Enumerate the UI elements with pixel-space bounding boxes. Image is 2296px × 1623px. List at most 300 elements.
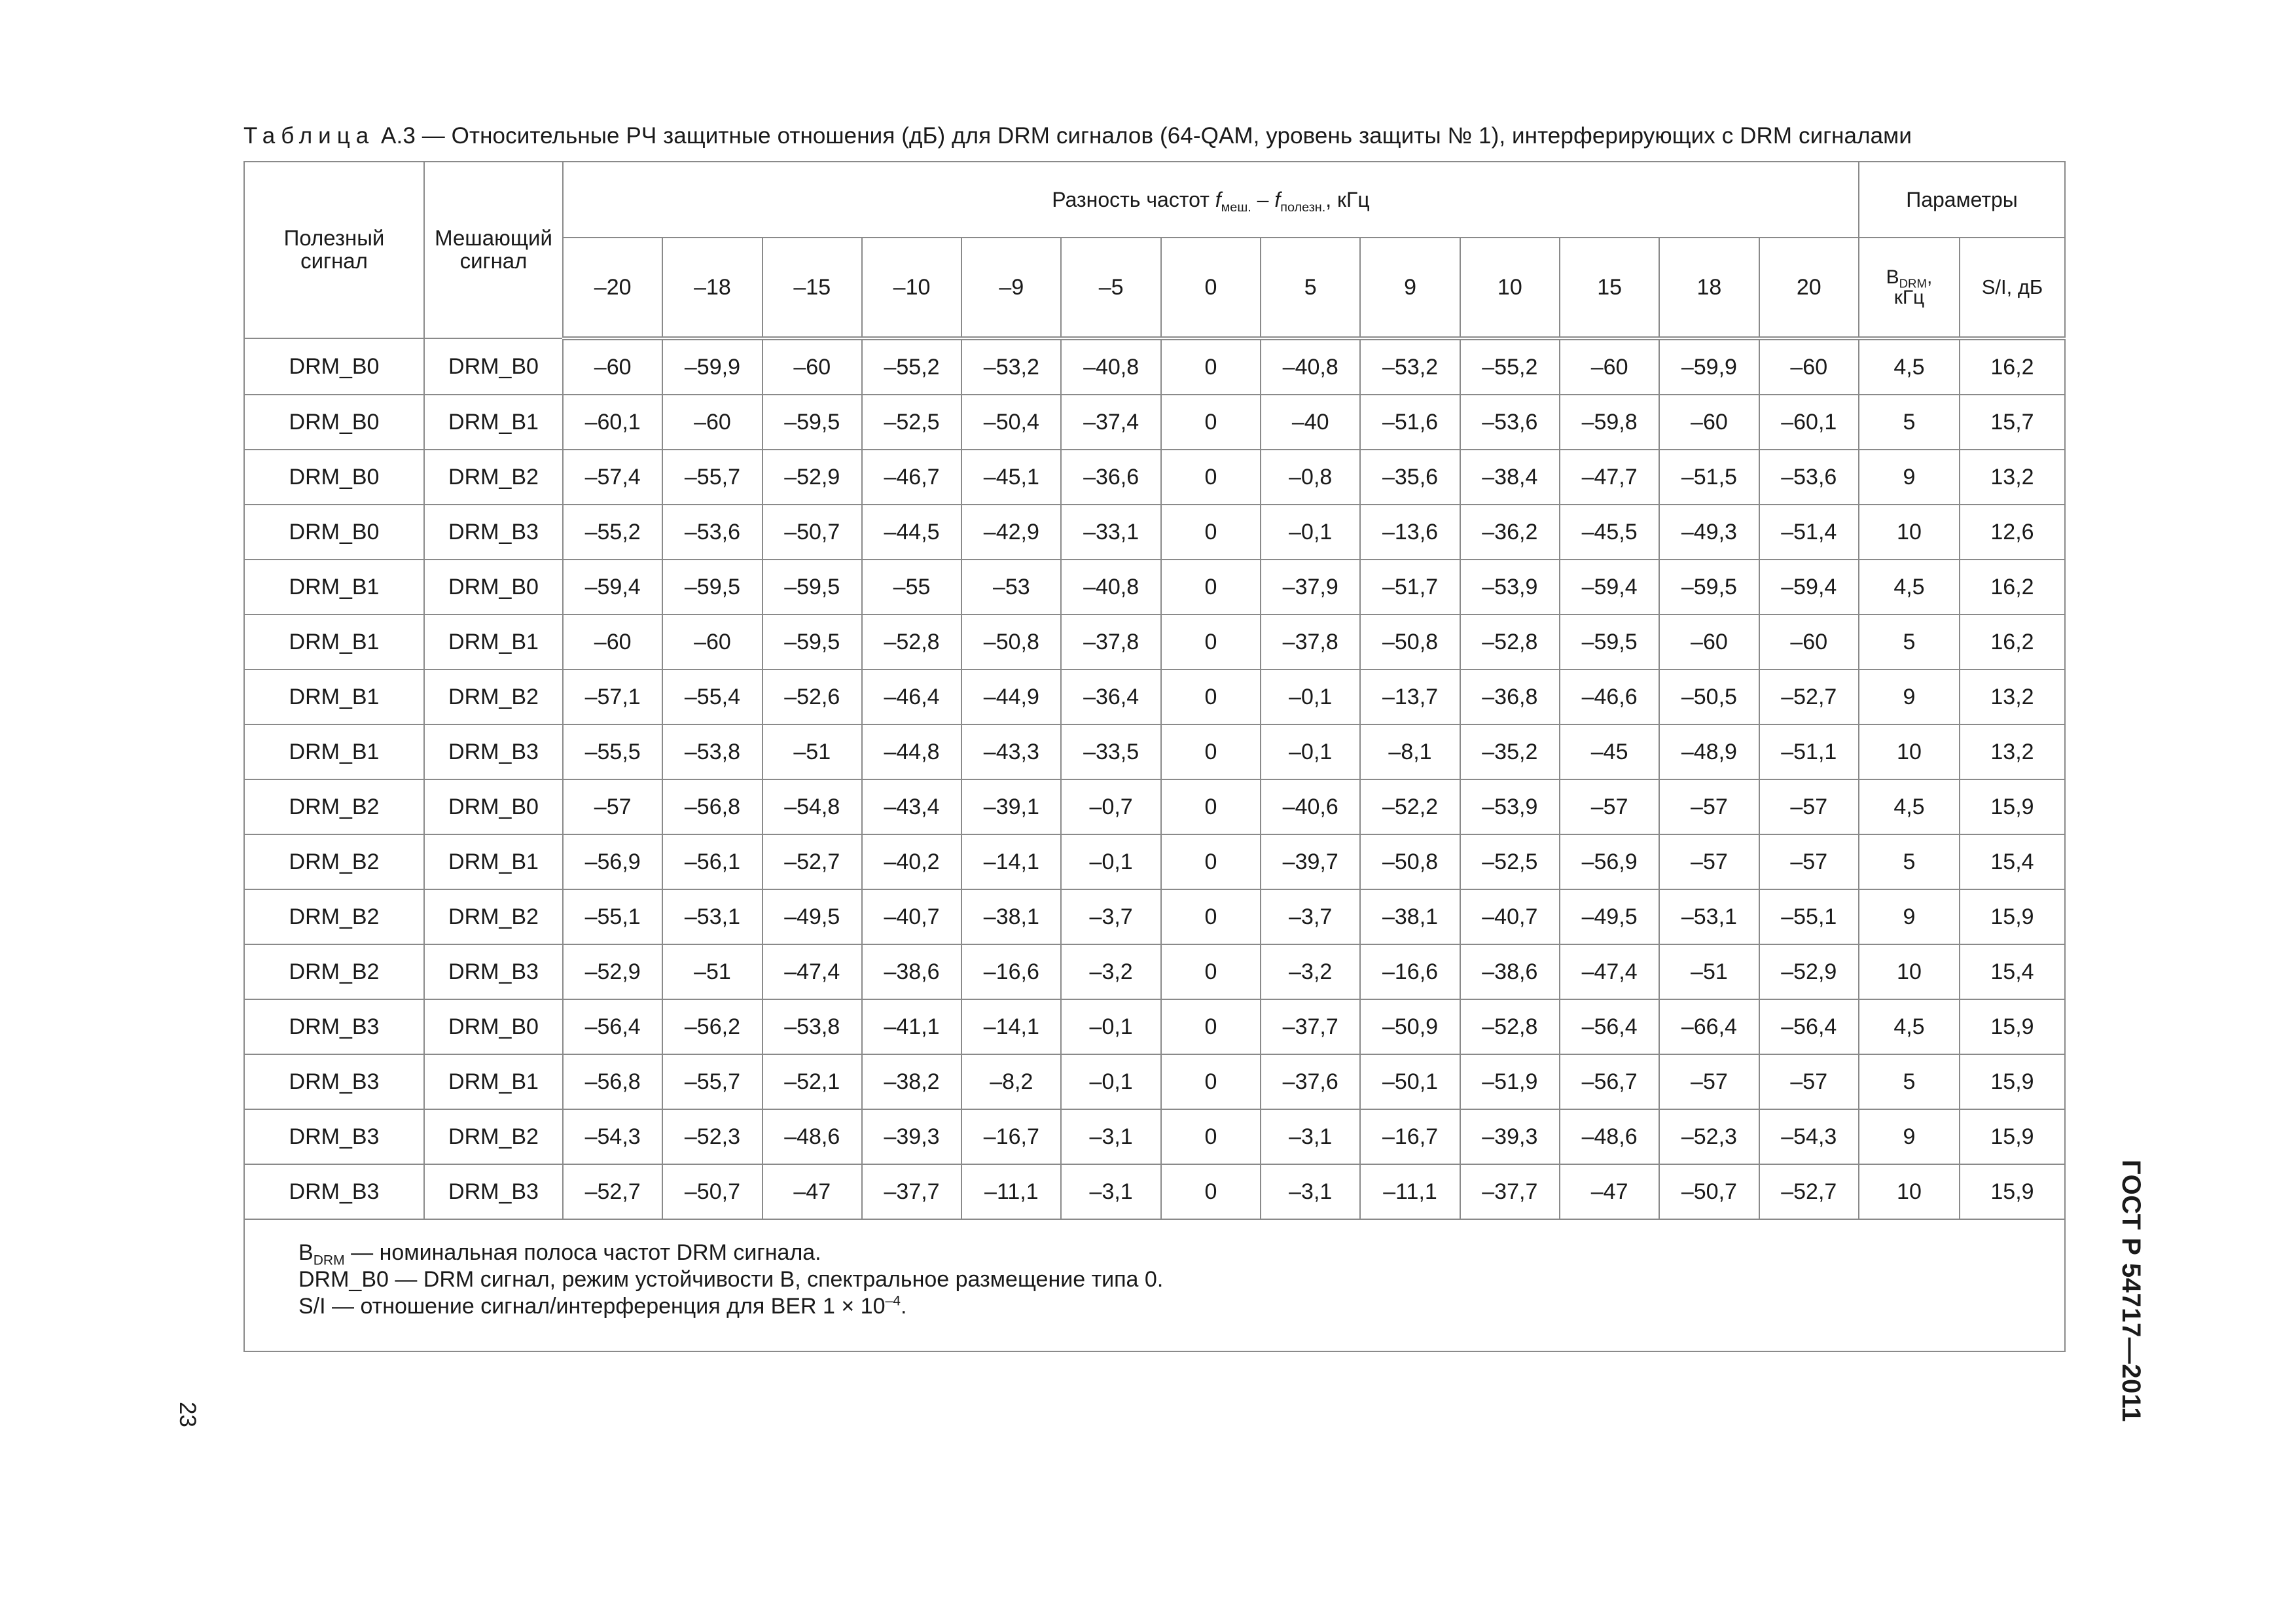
- cell-protection-ratio: –52,7: [1759, 1164, 1859, 1219]
- cell-protection-ratio: –53,1: [662, 889, 762, 944]
- cell-protection-ratio: –43,3: [961, 724, 1061, 779]
- cell-si: 15,9: [1960, 889, 2065, 944]
- cell-protection-ratio: –3,1: [1261, 1109, 1360, 1164]
- cell-protection-ratio: –56,1: [662, 834, 762, 889]
- cell-protection-ratio: –13,6: [1360, 505, 1460, 560]
- col-wanted-label-2: сигнал: [300, 249, 368, 273]
- cell-protection-ratio: –55,5: [563, 724, 662, 779]
- table-row: [244, 615, 2065, 669]
- params-group-header: Параметры: [1859, 162, 2065, 238]
- freq-offset-header: –5: [1061, 238, 1160, 338]
- note-drm-b0: DRM_B0 — DRM сигнал, режим устойчивости B, спектральное размещение типа 0.: [298, 1266, 1164, 1292]
- freq-offset-header: –15: [762, 238, 862, 338]
- cell-protection-ratio: –59,5: [762, 395, 862, 450]
- cell-protection-ratio: –59,4: [1560, 560, 1659, 615]
- cell-bdrm: 5: [1859, 834, 1960, 889]
- cell-protection-ratio: –16,6: [1360, 944, 1460, 999]
- cell-protection-ratio: –59,8: [1560, 395, 1659, 450]
- cell-protection-ratio: –49,5: [1560, 889, 1659, 944]
- cell-protection-ratio: –11,1: [961, 1164, 1061, 1219]
- cell-protection-ratio: –55,7: [662, 1054, 762, 1109]
- cell-bdrm: 10: [1859, 944, 1960, 999]
- cell-si: 15,4: [1960, 834, 2065, 889]
- cell-wanted-signal: DRM_B1: [244, 669, 424, 724]
- cell-protection-ratio: –0,1: [1261, 505, 1360, 560]
- cell-interfering-signal: DRM_B2: [424, 669, 563, 724]
- cell-protection-ratio: –52,2: [1360, 779, 1460, 834]
- cell-wanted-signal: DRM_B0: [244, 338, 424, 395]
- cell-protection-ratio: –60: [563, 615, 662, 669]
- cell-protection-ratio: –45,5: [1560, 505, 1659, 560]
- cell-protection-ratio: 0: [1161, 999, 1261, 1054]
- cell-protection-ratio: –40,7: [862, 889, 961, 944]
- cell-protection-ratio: –16,7: [1360, 1109, 1460, 1164]
- note-bdrm-sub: DRM: [313, 1253, 345, 1268]
- cell-protection-ratio: –60: [563, 338, 662, 395]
- cell-protection-ratio: –50,1: [1360, 1054, 1460, 1109]
- freq-offset-header: 18: [1659, 238, 1759, 338]
- cell-protection-ratio: –55,2: [862, 338, 961, 395]
- freq-offset-header: 9: [1360, 238, 1460, 338]
- cell-protection-ratio: –60: [662, 395, 762, 450]
- bdrm-comma: ,: [1926, 266, 1933, 288]
- cell-protection-ratio: –56,9: [563, 834, 662, 889]
- cell-interfering-signal: DRM_B3: [424, 1164, 563, 1219]
- cell-interfering-signal: DRM_B2: [424, 889, 563, 944]
- cell-protection-ratio: –52,5: [1460, 834, 1560, 889]
- cell-protection-ratio: –36,4: [1061, 669, 1160, 724]
- cell-bdrm: 4,5: [1859, 779, 1960, 834]
- cell-protection-ratio: –46,7: [862, 450, 961, 505]
- cell-protection-ratio: –40,2: [862, 834, 961, 889]
- cell-wanted-signal: DRM_B0: [244, 395, 424, 450]
- cell-protection-ratio: 0: [1161, 338, 1261, 395]
- cell-protection-ratio: –48,9: [1659, 724, 1759, 779]
- cell-protection-ratio: –51: [762, 724, 862, 779]
- cell-protection-ratio: –52,7: [563, 1164, 662, 1219]
- cell-protection-ratio: –44,8: [862, 724, 961, 779]
- cell-protection-ratio: –56,4: [1759, 999, 1859, 1054]
- cell-protection-ratio: –41,1: [862, 999, 961, 1054]
- cell-protection-ratio: –59,5: [1659, 560, 1759, 615]
- cell-protection-ratio: –59,5: [762, 615, 862, 669]
- bdrm-header: [1859, 238, 1960, 338]
- cell-protection-ratio: –40,6: [1261, 779, 1360, 834]
- cell-protection-ratio: –3,7: [1061, 889, 1160, 944]
- cell-interfering-signal: DRM_B0: [424, 779, 563, 834]
- cell-protection-ratio: –52,1: [762, 1054, 862, 1109]
- cell-protection-ratio: –50,7: [662, 1164, 762, 1219]
- cell-interfering-signal: DRM_B2: [424, 450, 563, 505]
- cell-protection-ratio: –60: [662, 615, 762, 669]
- col-wanted-header: [244, 162, 424, 338]
- cell-protection-ratio: –0,1: [1261, 669, 1360, 724]
- cell-protection-ratio: –60: [1759, 615, 1859, 669]
- cell-protection-ratio: –51,7: [1360, 560, 1460, 615]
- cell-wanted-signal: DRM_B1: [244, 615, 424, 669]
- cell-protection-ratio: –0,1: [1061, 834, 1160, 889]
- cell-protection-ratio: –39,3: [862, 1109, 961, 1164]
- cell-protection-ratio: –38,1: [1360, 889, 1460, 944]
- cell-protection-ratio: –57: [1659, 834, 1759, 889]
- cell-protection-ratio: –55,1: [563, 889, 662, 944]
- cell-protection-ratio: –40,8: [1061, 560, 1160, 615]
- cell-protection-ratio: –55: [862, 560, 961, 615]
- cell-protection-ratio: –39,7: [1261, 834, 1360, 889]
- cell-protection-ratio: –3,1: [1061, 1109, 1160, 1164]
- cell-protection-ratio: –38,1: [961, 889, 1061, 944]
- cell-protection-ratio: –55,2: [563, 505, 662, 560]
- cell-protection-ratio: –55,1: [1759, 889, 1859, 944]
- cell-bdrm: 9: [1859, 1109, 1960, 1164]
- cell-bdrm: 9: [1859, 450, 1960, 505]
- bdrm-sub: DRM: [1899, 276, 1927, 290]
- cell-protection-ratio: –35,6: [1360, 450, 1460, 505]
- cell-protection-ratio: –57: [1759, 1054, 1859, 1109]
- cell-interfering-signal: DRM_B3: [424, 944, 563, 999]
- cell-protection-ratio: –35,2: [1460, 724, 1560, 779]
- cell-interfering-signal: DRM_B1: [424, 1054, 563, 1109]
- cell-protection-ratio: –53,8: [662, 724, 762, 779]
- cell-bdrm: 10: [1859, 505, 1960, 560]
- cell-protection-ratio: –46,4: [862, 669, 961, 724]
- cell-protection-ratio: –60,1: [1759, 395, 1859, 450]
- cell-protection-ratio: –45,1: [961, 450, 1061, 505]
- cell-protection-ratio: –54,3: [1759, 1109, 1859, 1164]
- note-si: [298, 1293, 2064, 1320]
- cell-protection-ratio: –59,5: [762, 560, 862, 615]
- cell-protection-ratio: –66,4: [1659, 999, 1759, 1054]
- cell-protection-ratio: –38,6: [1460, 944, 1560, 999]
- cell-protection-ratio: –37,4: [1061, 395, 1160, 450]
- cell-protection-ratio: –51,9: [1460, 1054, 1560, 1109]
- cell-protection-ratio: –53: [961, 560, 1061, 615]
- cell-protection-ratio: –3,7: [1261, 889, 1360, 944]
- cell-protection-ratio: –54,3: [563, 1109, 662, 1164]
- cell-protection-ratio: –60: [1759, 338, 1859, 395]
- cell-protection-ratio: –37,9: [1261, 560, 1360, 615]
- cell-protection-ratio: –52,9: [563, 944, 662, 999]
- cell-protection-ratio: –51: [1659, 944, 1759, 999]
- cell-wanted-signal: DRM_B1: [244, 560, 424, 615]
- cell-protection-ratio: 0: [1161, 505, 1261, 560]
- cell-protection-ratio: 0: [1161, 450, 1261, 505]
- cell-protection-ratio: 0: [1161, 1164, 1261, 1219]
- note-si-end: .: [900, 1293, 907, 1319]
- cell-protection-ratio: –47: [762, 1164, 862, 1219]
- cell-si: 15,4: [1960, 944, 2065, 999]
- cell-protection-ratio: 0: [1161, 779, 1261, 834]
- cell-wanted-signal: DRM_B2: [244, 834, 424, 889]
- cell-protection-ratio: –53,2: [961, 338, 1061, 395]
- cell-si: 16,2: [1960, 560, 2065, 615]
- cell-wanted-signal: DRM_B3: [244, 1109, 424, 1164]
- cell-bdrm: 5: [1859, 395, 1960, 450]
- freq-offset-header: –18: [662, 238, 762, 338]
- table-row: [244, 834, 2065, 889]
- cell-protection-ratio: –50,9: [1360, 999, 1460, 1054]
- cell-protection-ratio: –56,4: [1560, 999, 1659, 1054]
- cell-protection-ratio: –40: [1261, 395, 1360, 450]
- cell-protection-ratio: –60: [1560, 338, 1659, 395]
- cell-protection-ratio: –49,3: [1659, 505, 1759, 560]
- cell-protection-ratio: –11,1: [1360, 1164, 1460, 1219]
- cell-protection-ratio: –53,9: [1460, 560, 1560, 615]
- cell-protection-ratio: –57: [1659, 779, 1759, 834]
- cell-protection-ratio: –60: [1659, 395, 1759, 450]
- cell-si: 15,9: [1960, 999, 2065, 1054]
- cell-protection-ratio: –52,6: [762, 669, 862, 724]
- freq-offset-header: 15: [1560, 238, 1659, 338]
- cell-protection-ratio: –42,9: [961, 505, 1061, 560]
- cell-protection-ratio: –56,8: [563, 1054, 662, 1109]
- cell-si: 16,2: [1960, 338, 2065, 395]
- cell-protection-ratio: –52,7: [762, 834, 862, 889]
- cell-protection-ratio: –50,8: [961, 615, 1061, 669]
- cell-protection-ratio: –3,1: [1261, 1164, 1360, 1219]
- cell-protection-ratio: –56,8: [662, 779, 762, 834]
- cell-protection-ratio: –0,8: [1261, 450, 1360, 505]
- cell-protection-ratio: –59,4: [563, 560, 662, 615]
- cell-protection-ratio: –50,4: [961, 395, 1061, 450]
- cell-interfering-signal: DRM_B1: [424, 615, 563, 669]
- cell-protection-ratio: –47: [1560, 1164, 1659, 1219]
- cell-protection-ratio: –60,1: [563, 395, 662, 450]
- cell-protection-ratio: –53,9: [1460, 779, 1560, 834]
- cell-protection-ratio: –14,1: [961, 999, 1061, 1054]
- cell-bdrm: 4,5: [1859, 999, 1960, 1054]
- cell-protection-ratio: –52,9: [762, 450, 862, 505]
- cell-protection-ratio: –50,7: [762, 505, 862, 560]
- cell-protection-ratio: 0: [1161, 395, 1261, 450]
- bdrm-header-line-1: [1859, 267, 1959, 288]
- cell-wanted-signal: DRM_B3: [244, 1164, 424, 1219]
- document-id: ГОСТ Р 54717—2011: [2117, 1160, 2145, 1422]
- cell-protection-ratio: –59,5: [1560, 615, 1659, 669]
- cell-interfering-signal: DRM_B1: [424, 395, 563, 450]
- cell-interfering-signal: DRM_B2: [424, 1109, 563, 1164]
- cell-protection-ratio: –16,7: [961, 1109, 1061, 1164]
- cell-protection-ratio: –40,8: [1261, 338, 1360, 395]
- cell-protection-ratio: –52,8: [1460, 615, 1560, 669]
- cell-protection-ratio: –49,5: [762, 889, 862, 944]
- cell-protection-ratio: –57: [1759, 779, 1859, 834]
- cell-protection-ratio: –50,5: [1659, 669, 1759, 724]
- table-row: [244, 669, 2065, 724]
- cell-interfering-signal: DRM_B0: [424, 999, 563, 1054]
- cell-si: 13,2: [1960, 724, 2065, 779]
- cell-protection-ratio: –0,1: [1061, 1054, 1160, 1109]
- table-row: [244, 1054, 2065, 1109]
- table-row: [244, 338, 2065, 395]
- cell-protection-ratio: –48,6: [1560, 1109, 1659, 1164]
- cell-protection-ratio: 0: [1161, 889, 1261, 944]
- freq-f1-sub: меш.: [1221, 200, 1251, 215]
- cell-protection-ratio: –52,3: [1659, 1109, 1759, 1164]
- cell-bdrm: 4,5: [1859, 338, 1960, 395]
- cell-protection-ratio: –50,7: [1659, 1164, 1759, 1219]
- cell-protection-ratio: –52,8: [1460, 999, 1560, 1054]
- cell-protection-ratio: –37,8: [1061, 615, 1160, 669]
- table-row: [244, 944, 2065, 999]
- cell-protection-ratio: –59,5: [662, 560, 762, 615]
- note-si-text: S/I — отношение сигнал/интерференция для BER 1 × 10: [298, 1293, 886, 1319]
- cell-protection-ratio: –47,4: [1560, 944, 1659, 999]
- protection-ratio-table: [243, 161, 2066, 1352]
- cell-protection-ratio: –52,9: [1759, 944, 1859, 999]
- cell-protection-ratio: –0,1: [1061, 999, 1160, 1054]
- freq-offset-header: 20: [1759, 238, 1859, 338]
- cell-interfering-signal: DRM_B3: [424, 505, 563, 560]
- freq-minus: –: [1251, 187, 1275, 211]
- cell-interfering-signal: DRM_B3: [424, 724, 563, 779]
- cell-protection-ratio: –44,5: [862, 505, 961, 560]
- cell-protection-ratio: –46,6: [1560, 669, 1659, 724]
- cell-protection-ratio: –43,4: [862, 779, 961, 834]
- cell-interfering-signal: DRM_B0: [424, 338, 563, 395]
- cell-protection-ratio: –40,8: [1061, 338, 1160, 395]
- freq-offset-header: 10: [1460, 238, 1560, 338]
- col-wanted-label-1: Полезный: [283, 226, 385, 251]
- cell-protection-ratio: –54,8: [762, 779, 862, 834]
- cell-protection-ratio: –57: [1759, 834, 1859, 889]
- table-row: [244, 1164, 2065, 1219]
- cell-interfering-signal: DRM_B1: [424, 834, 563, 889]
- cell-protection-ratio: –53,6: [1759, 450, 1859, 505]
- cell-protection-ratio: –56,7: [1560, 1054, 1659, 1109]
- cell-protection-ratio: –8,2: [961, 1054, 1061, 1109]
- cell-protection-ratio: –51,4: [1759, 505, 1859, 560]
- cell-protection-ratio: –45: [1560, 724, 1659, 779]
- cell-wanted-signal: DRM_B2: [244, 779, 424, 834]
- caption-prefix: Таблица: [243, 123, 375, 149]
- cell-protection-ratio: –60: [1659, 615, 1759, 669]
- col-interf-header: [424, 162, 563, 338]
- cell-protection-ratio: –37,7: [862, 1164, 961, 1219]
- cell-protection-ratio: –52,5: [862, 395, 961, 450]
- cell-protection-ratio: –56,4: [563, 999, 662, 1054]
- notes-cell: [244, 1219, 2065, 1351]
- cell-bdrm: 4,5: [1859, 560, 1960, 615]
- cell-protection-ratio: –3,2: [1061, 944, 1160, 999]
- cell-si: 13,2: [1960, 450, 2065, 505]
- table-row: [244, 999, 2065, 1054]
- freq-offset-header: –20: [563, 238, 662, 338]
- cell-protection-ratio: –3,1: [1061, 1164, 1160, 1219]
- table-body: [244, 338, 2065, 1219]
- cell-protection-ratio: 0: [1161, 615, 1261, 669]
- cell-protection-ratio: 0: [1161, 834, 1261, 889]
- cell-protection-ratio: –51,5: [1659, 450, 1759, 505]
- cell-protection-ratio: –8,1: [1360, 724, 1460, 779]
- cell-protection-ratio: –38,4: [1460, 450, 1560, 505]
- cell-protection-ratio: –60: [762, 338, 862, 395]
- cell-protection-ratio: –55,2: [1460, 338, 1560, 395]
- cell-si: 15,9: [1960, 1109, 2065, 1164]
- cell-bdrm: 5: [1859, 615, 1960, 669]
- table-caption: [243, 123, 2063, 149]
- cell-protection-ratio: –0,1: [1261, 724, 1360, 779]
- cell-protection-ratio: –57: [563, 779, 662, 834]
- cell-protection-ratio: –51,6: [1360, 395, 1460, 450]
- note-si-exponent: –4: [885, 1293, 901, 1308]
- cell-protection-ratio: –53,1: [1659, 889, 1759, 944]
- note-bdrm-base: B: [298, 1240, 314, 1265]
- cell-protection-ratio: –53,8: [762, 999, 862, 1054]
- table-row: [244, 779, 2065, 834]
- cell-protection-ratio: 0: [1161, 1054, 1261, 1109]
- header-row-1: [244, 162, 2065, 238]
- cell-protection-ratio: –37,7: [1261, 999, 1360, 1054]
- cell-protection-ratio: –39,3: [1460, 1109, 1560, 1164]
- cell-wanted-signal: DRM_B2: [244, 889, 424, 944]
- cell-interfering-signal: DRM_B0: [424, 560, 563, 615]
- freq-group-header: [563, 162, 1859, 238]
- cell-protection-ratio: –14,1: [961, 834, 1061, 889]
- cell-si: 15,9: [1960, 779, 2065, 834]
- cell-protection-ratio: 0: [1161, 724, 1261, 779]
- cell-wanted-signal: DRM_B1: [244, 724, 424, 779]
- cell-protection-ratio: –57,4: [563, 450, 662, 505]
- freq-group-pre: Разность частот: [1052, 187, 1215, 211]
- cell-protection-ratio: –33,1: [1061, 505, 1160, 560]
- cell-protection-ratio: 0: [1161, 1109, 1261, 1164]
- cell-protection-ratio: –44,9: [961, 669, 1061, 724]
- cell-protection-ratio: –38,6: [862, 944, 961, 999]
- freq-offset-header: 5: [1261, 238, 1360, 338]
- table-row: [244, 505, 2065, 560]
- cell-si: 15,7: [1960, 395, 2065, 450]
- cell-protection-ratio: –47,4: [762, 944, 862, 999]
- table-row: [244, 724, 2065, 779]
- cell-wanted-signal: DRM_B2: [244, 944, 424, 999]
- cell-protection-ratio: –53,6: [662, 505, 762, 560]
- cell-bdrm: 10: [1859, 724, 1960, 779]
- cell-protection-ratio: 0: [1161, 669, 1261, 724]
- cell-protection-ratio: –39,1: [961, 779, 1061, 834]
- si-header: S/I, дБ: [1960, 238, 2065, 338]
- cell-protection-ratio: –50,8: [1360, 834, 1460, 889]
- cell-si: 12,6: [1960, 505, 2065, 560]
- cell-protection-ratio: –59,9: [1659, 338, 1759, 395]
- cell-protection-ratio: –56,9: [1560, 834, 1659, 889]
- cell-protection-ratio: –37,8: [1261, 615, 1360, 669]
- cell-si: 13,2: [1960, 669, 2065, 724]
- cell-protection-ratio: –48,6: [762, 1109, 862, 1164]
- freq-offset-header: –10: [862, 238, 961, 338]
- freq-f2: f: [1274, 187, 1281, 211]
- cell-protection-ratio: –53,2: [1360, 338, 1460, 395]
- cell-bdrm: 10: [1859, 1164, 1960, 1219]
- cell-protection-ratio: –56,2: [662, 999, 762, 1054]
- bdrm-unit: кГц: [1893, 287, 1925, 308]
- freq-f1: f: [1215, 187, 1221, 211]
- cell-protection-ratio: –40,7: [1460, 889, 1560, 944]
- freq-f2-sub: полезн.: [1280, 200, 1326, 215]
- cell-protection-ratio: –55,4: [662, 669, 762, 724]
- table-row: [244, 889, 2065, 944]
- cell-protection-ratio: –13,7: [1360, 669, 1460, 724]
- cell-bdrm: 9: [1859, 669, 1960, 724]
- table-row: [244, 395, 2065, 450]
- cell-protection-ratio: –52,7: [1759, 669, 1859, 724]
- cell-protection-ratio: –51,1: [1759, 724, 1859, 779]
- cell-protection-ratio: –57,1: [563, 669, 662, 724]
- cell-protection-ratio: –59,9: [662, 338, 762, 395]
- cell-protection-ratio: –52,8: [862, 615, 961, 669]
- cell-protection-ratio: –52,3: [662, 1109, 762, 1164]
- cell-protection-ratio: –36,6: [1061, 450, 1160, 505]
